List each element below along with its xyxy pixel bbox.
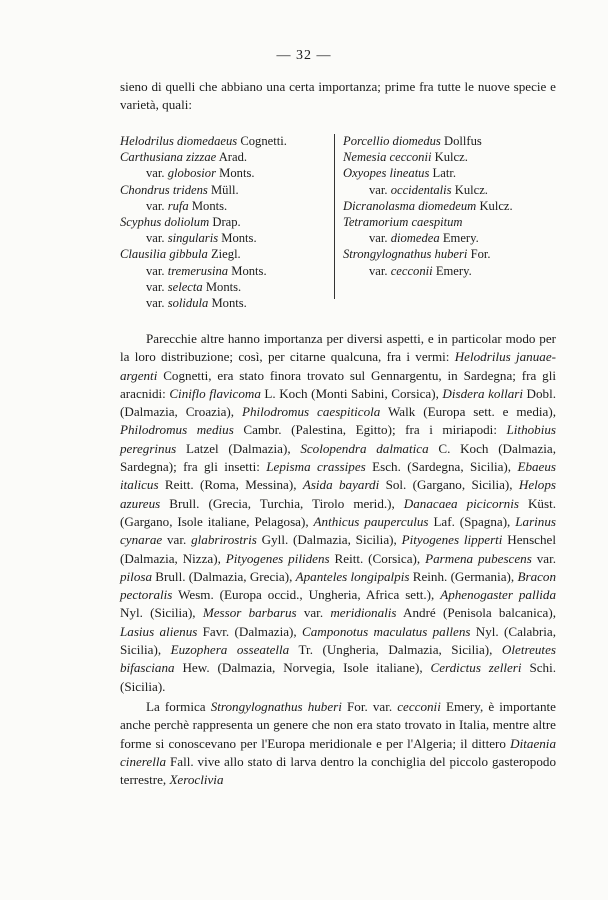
species-entry	[120, 279, 287, 295]
text-run: Parecchie altre hanno importanza per diversi aspetti, e in particolar modo per la loro distribuzione; così, per citarne qualcuna, fra i vermi:	[120, 331, 556, 365]
species-var-prefix: var.	[146, 231, 165, 246]
species-entry	[120, 133, 287, 149]
taxon-name: Cerdictus zelleri	[430, 660, 522, 676]
species-author: Kulcz.	[479, 198, 513, 213]
text-run: Laf. (Spagna),	[428, 513, 516, 529]
species-author: Drap.	[212, 214, 241, 229]
taxon-name: Messor barbarus	[202, 605, 297, 621]
species-author: Latr.	[432, 166, 456, 181]
text-run: C. Koch (Dalmazia, Sardegna); fra gli insetti:	[120, 440, 556, 475]
taxon-name: Xeroclivia	[169, 772, 224, 788]
species-author: Kulcz.	[454, 182, 488, 197]
species-name: selecta	[167, 279, 203, 294]
taxon-name: Apanteles longipalpis	[295, 568, 410, 584]
species-name: Strongylognathus huberi	[343, 247, 468, 262]
species-name: Tetramorium caespitum	[343, 214, 463, 229]
species-list-right	[343, 133, 513, 279]
species-name: Porcellio diomedus	[343, 134, 441, 148]
species-name: Dicranolasma diomedeum	[343, 198, 477, 213]
species-author: Müll.	[210, 182, 239, 197]
text-run: Gyll. (Dalmazia, Sicilia),	[256, 532, 402, 548]
taxon-name: Pityogenes lipperti	[401, 532, 503, 548]
species-author: Monts.	[211, 295, 247, 310]
taxon-name: o	[199, 385, 206, 401]
taxon-name: Euzophera osseatella	[170, 642, 290, 658]
species-name: Scyphus doliolum	[120, 214, 210, 229]
species-author: Monts.	[205, 279, 242, 294]
species-name: Nemesia cecconii	[343, 150, 432, 165]
species-author: Monts.	[191, 198, 228, 213]
text-run: Reitt. (Corsica),	[329, 550, 426, 566]
text-run: Emery, è importante anche perchè rappresenta un genere che non era stato trovato in Italia, mentre altre forme si conoscevano per l'Europa meridionale e per l'Algeria; il dittero	[120, 699, 556, 751]
species-author: Dollfus	[443, 134, 482, 148]
species-name: rufa	[167, 198, 189, 213]
species-author: Ziegl.	[210, 247, 241, 262]
taxon-name: Helodrilus januae-argenti	[120, 349, 556, 383]
page-number: — 32 —	[276, 48, 332, 63]
text-run: Küst. (Gargano, Isole italiane, Pelagosa),	[120, 495, 556, 529]
species-entry	[343, 198, 513, 214]
taxon-name: Oletreutes bifasciana	[120, 642, 556, 676]
species-author: Monts.	[219, 166, 255, 181]
text-run: Nyl. (Calabria, Sicilia),	[120, 623, 556, 658]
paragraph-distribution-text	[120, 330, 556, 696]
species-entry	[343, 246, 513, 262]
species-name: Chondrus tridens	[120, 182, 208, 197]
species-name: cecconii	[390, 263, 433, 278]
species-entry	[343, 149, 513, 165]
taxon-name: Helops azureus	[120, 477, 556, 511]
species-name: diomedea	[390, 231, 440, 246]
species-entry	[120, 182, 287, 198]
species-name: Clausilia gibbula	[120, 247, 208, 262]
species-name: Helodrilus diomedaeus	[120, 134, 238, 148]
species-var-prefix: var.	[369, 182, 388, 197]
text-run: L. Koch (Monti Sabini, Corsica),	[260, 385, 443, 401]
taxon-name: Lasius alienus	[120, 623, 198, 639]
text-run: Cognetti, era stato finora trovato sul Gennargentu, in Sardegna; fra gli aracnidi:	[120, 367, 556, 401]
taxon-name: Asida bayardi	[302, 477, 380, 493]
taxon-name: Philodromus caespiticola	[241, 404, 381, 420]
taxon-name: Camponotus maculatus pallens	[301, 623, 471, 639]
species-entry	[120, 230, 287, 246]
text-run: Latzel (Dalmazia),	[176, 440, 301, 456]
paragraph-formica	[120, 698, 556, 789]
text-run: Henschel (Dalmazia, Nizza),	[120, 532, 556, 566]
species-var-prefix: var.	[146, 263, 165, 278]
text-run: Fall. vive allo stato di larva dentro la conchiglia del piccolo gasteropodo terrestre,	[120, 753, 556, 788]
taxon-name: Pityogenes pilidens	[225, 550, 330, 566]
taxon-name: Danacaea picicornis	[403, 495, 519, 511]
text-run: For. var.	[341, 699, 398, 714]
text-run: Tr. (Ungheria, Dalmazia, Sicilia),	[289, 642, 502, 658]
species-author: For.	[470, 247, 491, 262]
text-run: var.	[531, 550, 557, 566]
taxon-name: Parmena pubescens	[425, 550, 532, 566]
species-var-prefix: var.	[146, 295, 165, 310]
species-entry	[343, 182, 513, 198]
species-entry	[120, 214, 287, 230]
species-author: Emery.	[435, 263, 472, 278]
text-run: Esch. (Sardegna, Sicilia),	[365, 459, 518, 475]
taxon-name: Lithobius peregrinus	[120, 422, 556, 456]
species-author: Arad.	[218, 150, 248, 165]
species-entry	[120, 263, 287, 279]
intro-paragraph	[120, 78, 556, 115]
species-entry	[120, 149, 287, 165]
text-run: Sol. (Gargano, Sicilia),	[379, 477, 519, 493]
species-var-prefix: var.	[146, 166, 165, 181]
taxon-name: glabrirostris	[191, 532, 257, 548]
species-entry	[120, 165, 287, 181]
text-run: Hew. (Dalmazia, Norvegia, Isole italiane),	[174, 660, 431, 676]
species-entry	[120, 198, 287, 214]
taxon-name: meridionalis	[330, 605, 397, 621]
paragraph-distribution	[120, 330, 556, 696]
species-entry	[343, 263, 513, 279]
taxon-name: Ditaenia cinerella	[120, 735, 556, 769]
text-run: var.	[296, 605, 331, 621]
taxon-name: Disdera kollari	[442, 385, 524, 401]
species-name: globosior	[167, 166, 216, 181]
text-run: Brull. (Grecia, Turchia, Tirolo merid.),	[160, 495, 404, 511]
species-entry	[120, 246, 287, 262]
text-run: Dobl. (Dalmazia, Croazia),	[120, 385, 557, 420]
taxon-name: Cinifl	[169, 385, 200, 401]
text-run: var.	[162, 532, 192, 548]
species-author: Monts.	[231, 263, 267, 278]
text-run: Nyl. (Sicilia),	[120, 605, 203, 621]
text-run: André (Penisola balcanica),	[396, 605, 556, 621]
species-list-left	[120, 133, 287, 311]
species-var-prefix: var.	[369, 263, 388, 278]
species-author: Cognetti.	[240, 134, 287, 148]
species-name: tremerusina	[167, 263, 229, 278]
species-author: Kulcz.	[434, 150, 468, 165]
text-run: Favr. (Dalmazia),	[197, 623, 302, 639]
taxon-name: flavicoma	[209, 385, 261, 401]
species-name: Oxyopes lineatus	[343, 166, 430, 181]
taxon-name: Larinus cynarae	[120, 513, 556, 548]
species-entry	[343, 230, 513, 246]
text-run: Brull. (Dalmazia, Grecia),	[152, 568, 296, 584]
taxon-name: Scolopendra dalmatica	[300, 440, 429, 456]
taxon-name: Anthicus pauperculus	[313, 513, 429, 529]
species-author: Emery.	[442, 231, 479, 246]
species-name: singularis	[167, 231, 219, 246]
taxon-name: Philodromus medius	[120, 422, 234, 438]
column-divider	[334, 134, 335, 299]
species-entry	[343, 165, 513, 181]
taxon-name: Strongylognathus huberi	[210, 699, 342, 714]
species-entry	[120, 295, 287, 311]
paragraph-formica-text	[120, 698, 556, 789]
taxon-name: Lepisma crassipes	[266, 459, 366, 475]
species-name: Carthusiana zizzae	[120, 150, 217, 165]
text-run: Schi. (Sicilia).	[120, 660, 556, 694]
text-run: Wesm. (Europa occid., Ungheria, Africa sett.),	[172, 587, 441, 603]
species-author: Monts.	[221, 231, 257, 246]
species-var-prefix: var.	[146, 198, 165, 213]
species-name: solidula	[167, 295, 209, 310]
taxon-name: cecconii	[397, 699, 441, 714]
taxon-name: Bracon pectoralis	[120, 568, 557, 603]
intro-text: sieno di quelli che abbiano una certa importanza; prime fra tutte le nuove specie e varietà, quali:	[120, 79, 556, 113]
taxon-name: Ebaeus italicus	[120, 459, 556, 493]
text-run: La formica	[146, 699, 211, 714]
taxon-name: pilosa	[120, 568, 153, 584]
species-entry	[343, 214, 513, 230]
species-var-prefix: var.	[369, 231, 388, 246]
text-run: Cambr. (Palestina, Egitto); fra i miriapodi:	[233, 422, 507, 438]
text-run: Reinh. (Germania),	[409, 568, 518, 584]
species-entry	[343, 133, 513, 149]
text-run: Reitt. (Roma, Messina),	[158, 477, 303, 493]
taxon-name: Aphenogaster pallida	[440, 587, 556, 603]
species-var-prefix: var.	[146, 279, 165, 294]
species-name: occidentalis	[390, 182, 452, 197]
text-run: Walk (Europa sett. e media),	[380, 404, 556, 420]
